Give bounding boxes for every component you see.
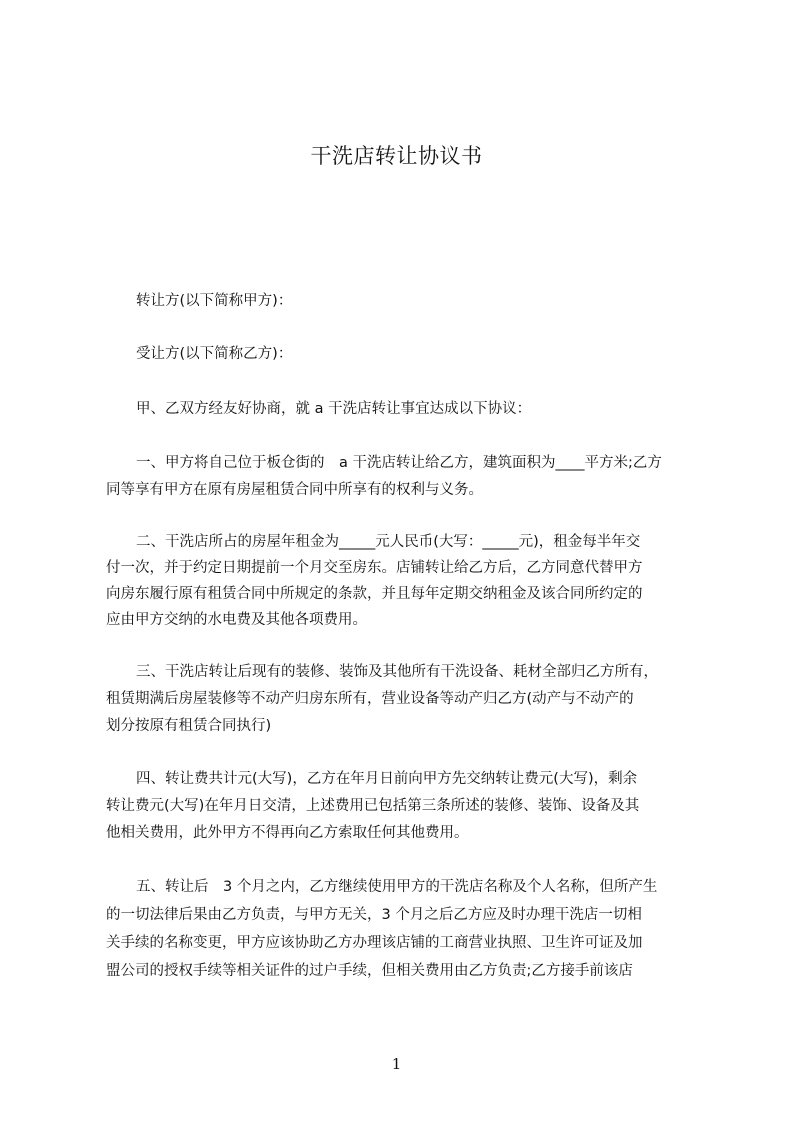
clause-3-line: 租赁期满后房屋装修等不动产归房东所有，营业设备等动产归乙方(动产与不动产的 <box>106 691 634 707</box>
clause-1-line: 一、甲方将自己位于板仓街的 a 干洗店转让给乙方，建筑面积为____平方米;乙方 <box>136 455 662 471</box>
clause-4-line: 转让费元(大写)在年月日交清，上述费用已包括第三条所述的装修、装饰、设备及其 <box>106 798 640 814</box>
clause-2-line: 付一次，并于约定日期提前一个月交至房东。店铺转让给乙方后，乙方同意代替甲方 <box>106 560 643 576</box>
clause-4-line: 四、转让费共计元(大写)，乙方在年月日前向甲方先交纳转让费元(大写)，剩余 <box>136 771 638 787</box>
clause-2-line: 应由甲方交纳的水电费及其他各项费用。 <box>106 612 367 628</box>
clause-5-line: 五、转让后 3 个月之内，乙方继续使用甲方的干洗店名称及个人名称，但所产生 <box>136 879 658 895</box>
clause-5-line: 盟公司的授权手续等相关证件的过户手续，但相关费用由乙方负责;乙方接手前该店 <box>106 963 633 979</box>
clause-5-line: 的一切法律后果由乙方负责，与甲方无关，3 个月之后乙方应及时办理干洗店一切相 <box>106 907 642 923</box>
clause-2-line: 向房东履行原有租赁合同中所规定的条款，并且每年定期交纳租金及该合同所约定的 <box>106 586 643 602</box>
document-title: 干洗店转让协议书 <box>310 144 483 168</box>
clause-3-line: 划分按原有租赁合同执行) <box>106 718 272 734</box>
page-number: 1 <box>391 1055 402 1073</box>
intro-line: 甲、乙双方经友好协商，就 a 干洗店转让事宜达成以下协议： <box>136 401 532 417</box>
clause-3-line: 三、干洗店转让后现有的装修、装饰及其他所有干洗设备、耗材全部归乙方所有， <box>136 664 658 680</box>
clause-5-line: 关手续的名称变更，甲方应该协助乙方办理该店铺的工商营业执照、卫生许可证及加 <box>106 935 643 951</box>
clause-2-line: 二、干洗店所占的房屋年租金为_____元人民币(大写：_____元)，租金每半年交 <box>136 534 641 550</box>
clause-1-line: 同等享有甲方在原有房屋租赁合同中所享有的权利与义务。 <box>106 482 483 498</box>
transferee-line: 受让方(以下简称乙方)： <box>136 346 293 362</box>
clause-4-line: 他相关费用，此外甲方不得再向乙方索取任何其他费用。 <box>106 825 469 841</box>
transferor-line: 转让方(以下简称甲方)： <box>136 293 293 309</box>
